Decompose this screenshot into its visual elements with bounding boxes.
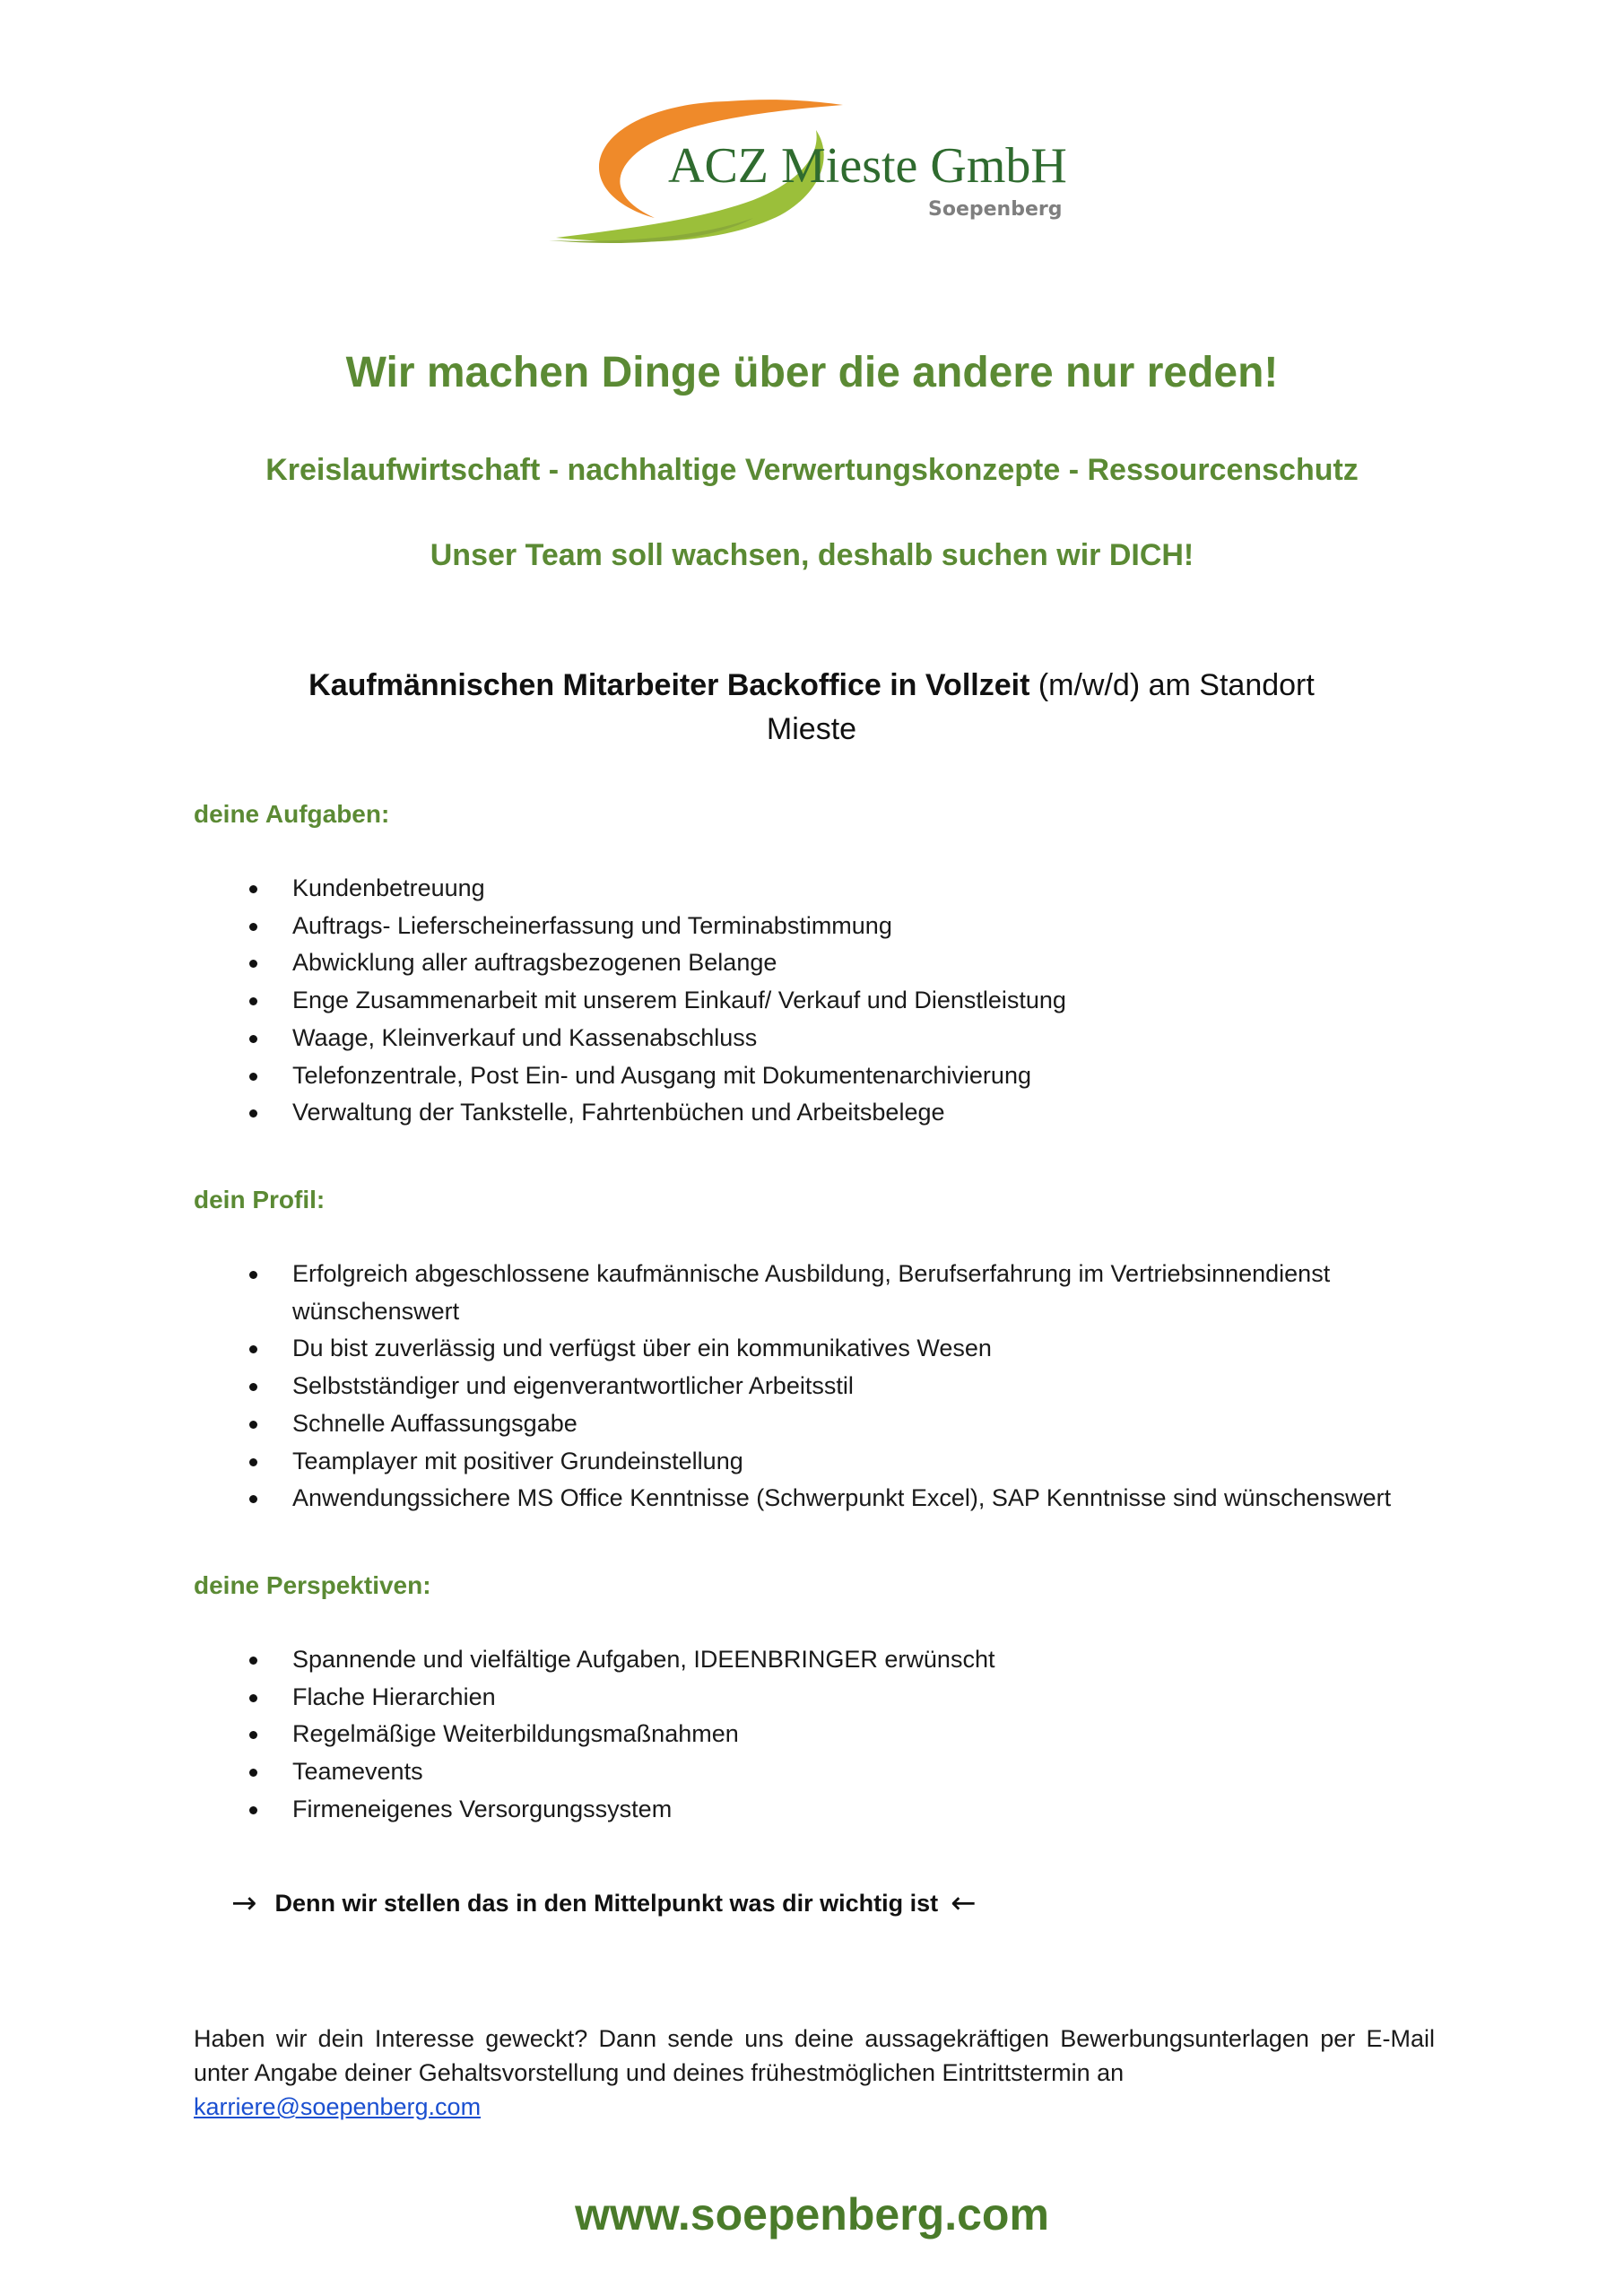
section-label-perspectives: deine Perspektiven: (194, 1571, 431, 1599)
list-item: Firmeneigenes Versorgungssystem (242, 1791, 994, 1829)
logo-company-name: ACZ Mieste GmbH (668, 138, 1067, 194)
list-item: Enge Zusammenarbeit mit unserem Einkauf/ Verkauf und Dienstleistung (242, 982, 1066, 1020)
list-item: Verwaltung der Tankstelle, Fahrtenbüchen und Arbeitsbelege (242, 1094, 1066, 1132)
tasks-list (242, 870, 1066, 1132)
website-url[interactable]: www.soepenberg.com (575, 2189, 1049, 2239)
list-item: Spannende und vielfältige Aufgaben, IDEENBRINGER erwünscht (242, 1641, 994, 1679)
perspectives-list (242, 1641, 994, 1829)
profile-list (242, 1256, 1391, 1518)
list-item: Teamevents (242, 1753, 994, 1791)
email-link[interactable]: karriere@soepenberg.com (194, 2093, 482, 2120)
highlight-text: Denn wir stellen das in den Mittelpunkt was dir wichtig ist (274, 1889, 939, 1917)
job-title-rest: (m/w/d) am Standort (1029, 668, 1315, 702)
list-item: Du bist zuverlässig und verfügst über ein kommunikatives Wesen (242, 1330, 1391, 1368)
list-item: Auftrags- Lieferscheinerfassung und Terminabstimmung (242, 908, 1066, 945)
highlight-line (231, 1885, 977, 1921)
logo-subtitle: Soepenberg (928, 198, 1063, 221)
list-item: Kundenbetreuung (242, 870, 1066, 908)
list-item: Schnelle Auffassungsgabe (242, 1405, 1391, 1443)
arrow-right-icon: → (231, 1885, 257, 1921)
contact-paragraph (194, 2022, 1435, 2124)
arrow-left-icon: ← (951, 1885, 977, 1921)
team-line: Unser Team soll wachsen, deshalb suchen wir DICH! (430, 538, 1194, 572)
list-item: Selbstständiger und eigenverantwortlicher Arbeitsstil (242, 1368, 1391, 1405)
section-label-tasks: deine Aufgaben: (194, 800, 390, 828)
list-item: Teamplayer mit positiver Grundeinstellung (242, 1443, 1391, 1481)
job-title-bold: Kaufmännischen Mitarbeiter Backoffice in Vollzeit (308, 668, 1030, 702)
list-item: Flache Hierarchien (242, 1679, 994, 1717)
list-item: Telefonzentrale, Post Ein- und Ausgang mit Dokumentenarchivierung (242, 1057, 1066, 1095)
list-item-line: wünschenswert (292, 1297, 460, 1325)
job-location: Mieste (766, 712, 857, 746)
job-title (269, 664, 1354, 752)
list-item-line: Erfolgreich abgeschlossene kaufmännische Ausbildung, Berufserfahrung im Vertriebsinnendienst (292, 1260, 1331, 1287)
list-item (242, 1256, 1391, 1330)
list-item: Abwicklung aller auftragsbezogenen Belange (242, 944, 1066, 982)
headline: Wir machen Dinge über die andere nur reden! (345, 349, 1279, 396)
tagline: Kreislaufwirtschaft - nachhaltige Verwertungskonzepte - Ressourcenschutz (265, 453, 1359, 487)
contact-text: Haben wir dein Interesse geweckt? Dann sende uns deine aussagekräftigen Bewerbungsunterlagen per E-Mail unter Angabe deiner Gehaltsvorstellung und deines frühestmöglichen Eintrittstermin an (194, 2025, 1435, 2086)
company-logo (547, 94, 1103, 265)
section-label-profile: dein Profil: (194, 1186, 326, 1213)
list-item: Anwendungssichere MS Office Kenntnisse (Schwerpunkt Excel), SAP Kenntnisse sind wünschenswert (242, 1480, 1391, 1518)
list-item: Waage, Kleinverkauf und Kassenabschluss (242, 1020, 1066, 1057)
list-item: Regelmäßige Weiterbildungsmaßnahmen (242, 1716, 994, 1753)
